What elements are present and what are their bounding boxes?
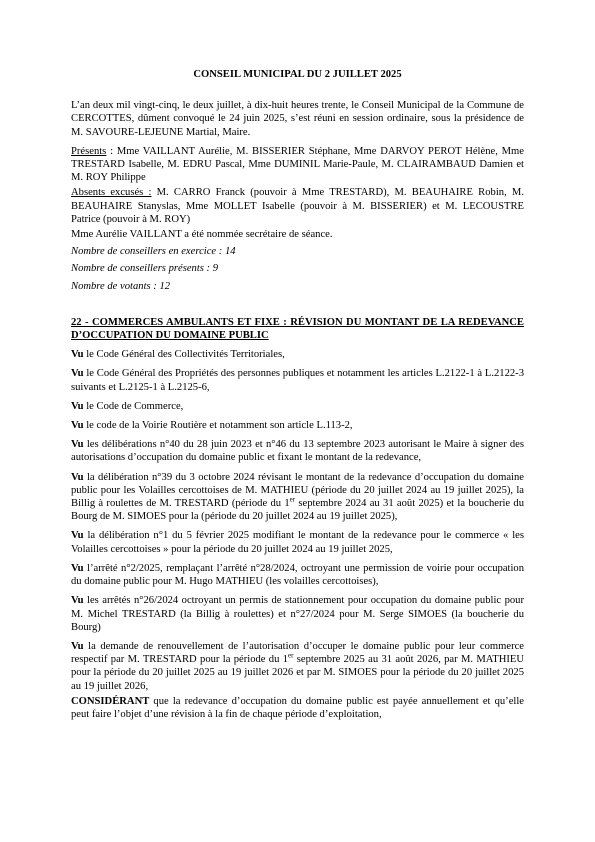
clause-lead: Vu	[71, 562, 84, 574]
clause-lead: CONSIDÉRANT	[71, 695, 150, 707]
secretary-line: Mme Aurélie VAILLANT a été nommée secrétaire de séance.	[71, 229, 333, 241]
clause-demande-renouvellement: Vu la demande de renouvellement de l’autorisation d’occuper le domaine public pour leur commerce respectif par M. TRESTARD pour la période du 1er septembre 2025 au 31 août 2026, par M. MATHIEU pour la période du 20 juillet 2025 au 19 juillet 2026 et par M. SIMOES pour la période du 20 juillet 2025 au 19 juillet 2026,	[71, 640, 524, 692]
count-present: Nombre de conseillers présents : 9	[71, 263, 219, 275]
clause-lead: Vu	[71, 400, 84, 412]
clause-cgct: Vu le Code Général des Collectivités Territoriales,	[71, 349, 285, 361]
count-in-office: Nombre de conseillers en exercice : 14	[71, 246, 236, 258]
presents-paragraph	[71, 145, 524, 185]
absents-text: M. CARRO Franck (pouvoir à Mme TRESTARD), M. BEAUHAIRE Robin, M. BEAUHAIRE Stanyslas, Mme MOLLET Isabelle (pouvoir à M. BISSERIER) et M. LECOUSTRE Patrice (pouvoir à M. ROY)	[71, 187, 524, 225]
clause-arrete-2-2025: Vu l’arrêté n°2/2025, remplaçant l’arrêté n°28/2024, octroyant une permission de voirie pour occupation du domaine public pour M. Hugo MATHIEU (les volailles cercottoises),	[71, 562, 524, 588]
clause-lead: Vu	[71, 640, 84, 652]
presents-text: : Mme VAILLANT Aurélie, M. BISSERIER Stéphane, Mme DARVOY PEROT Hélène, Mme TRESTARD Isabelle, M. EDRU Pascal, Mme DUMINIL Marie-Paule, M. CLAIRAMBAUD Damien et M. ROY Philippe	[71, 145, 524, 184]
clause-cgppp: Vu le Code Général des Propriétés des personnes publiques et notamment les articles L.2122-1 à L.2122-3 suivants et L.2125-1 à L.2125-6,	[71, 368, 524, 393]
clause-code-commerce: Vu le Code de Commerce,	[71, 400, 184, 412]
clause-deliberation-1: Vu la délibération n°1 du 5 février 2025 modifiant le montant de la redevance pour le commerce « les Volailles cercottoises » pour la période du 20 juillet 2024 au 19 juillet 2025,	[71, 530, 524, 555]
page-title: CONSEIL MUNICIPAL DU 2 JUILLET 2025	[193, 69, 402, 80]
presents-label: Présents	[71, 145, 107, 157]
section-heading: 22 - COMMERCES AMBULANTS ET FIXE : RÉVISION DU MONTANT DE LA REDEVANCE D’OCCUPATION DU DOMAINE PUBLIC	[71, 316, 524, 342]
clause-lead: Vu	[71, 368, 84, 380]
clause-lead: Vu	[71, 439, 84, 451]
absents-label: Absents excusés :	[71, 187, 152, 199]
absents-paragraph	[71, 186, 524, 226]
clause-lead: Vu	[71, 530, 84, 542]
intro-paragraph: L’an deux mil vingt-cinq, le deux juillet, à dix-huit heures trente, le Conseil Municipal de la Commune de CERCOTTES, dûment convoqué le 24 juin 2025, s’est réuni en session ordinaire, sous la présidence de M. SAVOURE-LEJEUNE Martial, Maire.	[71, 100, 524, 138]
clause-arretes-26-27: Vu les arrêtés n°26/2024 octroyant un permis de stationnement pour occupation du domaine public pour M. Michel TRESTARD (la Billig à roulettes) et n°27/2024 pour M. Serge SIMOES (la boucherie du Bourg)	[71, 595, 524, 633]
clause-lead: Vu	[71, 595, 84, 607]
clause-lead: Vu	[71, 349, 84, 361]
clause-deliberations-2023: Vu les délibérations n°40 du 28 juin 2023 et n°46 du 13 septembre 2023 autorisant le Maire à signer des autorisations d’occupation du domaine public et fixant le montant de la redevance,	[71, 439, 524, 464]
count-voters: Nombre de votants : 12	[71, 280, 171, 292]
clause-deliberation-39: Vu la délibération n°39 du 3 octobre 2024 révisant le montant de la redevance d’occupation du domaine public pour les Volailles cercottoises de M. MATHIEU (période du 20 juillet 2024 au 19 juillet 2025), la Billig à roulettes de M. TRESTARD (période du 1er septembre 2024 au 31 août 2025) et la boucherie du Bourg de M. SIMOES pour la (période du 20 juillet 2024 au 19 juillet 2025),	[71, 471, 525, 523]
clause-lead: Vu	[71, 471, 84, 483]
clause-lead: Vu	[71, 420, 84, 432]
clause-considerant: CONSIDÉRANT que la redevance d’occupation du domaine public est payée annuellement et qu’elle peut faire l’objet d’une révision à la fin de chaque période d’exploitation,	[71, 695, 524, 720]
clause-voirie: Vu le code de la Voirie Routière et notamment son article L.113-2,	[71, 420, 353, 432]
